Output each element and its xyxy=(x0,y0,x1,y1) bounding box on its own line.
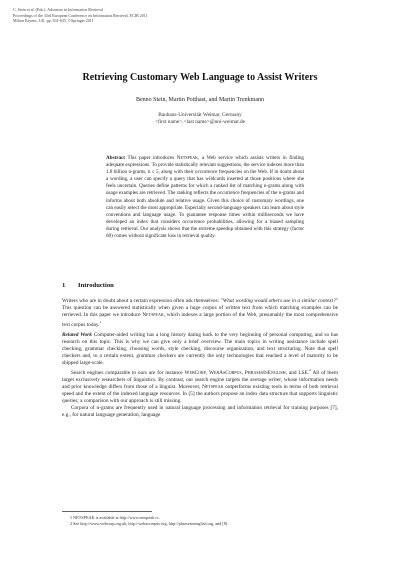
affiliation xyxy=(40,112,360,126)
paragraph-3 xyxy=(62,367,338,405)
header-line-1: C. Stein et al. (Eds.): Advances in Information Retrieval xyxy=(13,7,103,12)
affiliation-email: <first name>.<last name>@uni-weimar.de xyxy=(154,119,246,125)
footnote-2: 2 See http://www.webcorp.org.uk, http://webascorpus.org, http://phrasesinenglish.org, and [8]. xyxy=(70,521,229,526)
section-number: 1 xyxy=(62,282,66,289)
body-text xyxy=(62,298,338,419)
p1-text-b: This question can be answered statistically when given a huge corpus of written text from which matching examples can be retrieved. In this paper we introduce xyxy=(62,305,338,319)
abstract-label: Abstract xyxy=(106,155,125,161)
paragraph-1 xyxy=(62,298,338,329)
footnote-rule xyxy=(62,511,152,512)
publication-header xyxy=(13,7,313,24)
header-line-2: Proceedings of the 33rd European Conference on Information Retrieval, ECIR 2011 xyxy=(13,12,148,18)
p1-netspeak: Netspeak xyxy=(142,312,164,319)
p3-text-c: All of them target exclusively researchers of linguistics. By contrast, our search engine targets the average writer, whose information needs and prior knowledge differs from those of a linguist. Moreover, xyxy=(62,369,338,391)
p2-text: Computer-aided writing has a long history dating back to the very beginning of personal computing, and so has research on this topic. This is why we can give only a brief overview. The main topics in writing assistance include spell checking, grammar checking, choosing words, style checking, discourse organization, and text structuring. Note that spell checkers and, to a certain extent, grammar checkers are currently the only technologies that reached a level of maturity to be shipped large-scale. xyxy=(62,331,338,367)
p3-system-names: WebCorp, WebAsCorpus, PhrasesInEnglish xyxy=(184,369,286,376)
footnotes xyxy=(62,511,338,527)
abstract-netspeak: Netspeak xyxy=(176,155,199,161)
p1-text-c: , which indexes a large portion of the Web, presumably the most comprehensive text corpus today. xyxy=(62,312,338,328)
footnote-1: 1 NETSPEAK is available at http://www.netspeak.cc. xyxy=(70,515,160,520)
abstract xyxy=(106,155,304,240)
p3-netspeak: Netspeak xyxy=(202,384,224,391)
section-title: Introduction xyxy=(78,282,114,289)
affiliation-line-1: Bauhaus-Universität Weimar, Germany xyxy=(158,112,242,118)
p1-text-a: Writers who are in doubt about a certain expression often ask themselves: xyxy=(62,298,221,304)
p1-quote: "What wording would others use in a similar context?" xyxy=(220,298,338,304)
run-in-heading-related-work: Related Work xyxy=(62,331,92,338)
footnote-ref-1: 1 xyxy=(99,320,102,325)
abstract-text-a: This paper introduces xyxy=(127,155,177,161)
header-line-3: Milton Keynes, UK, pp. 631-635, ©Springer 2011 xyxy=(13,18,94,23)
author-list: Benno Stein, Martin Potthast, and Martin Trenkmann xyxy=(136,97,264,103)
p3-text-a: Search engines comparable to ours are for instance xyxy=(71,369,185,376)
paper-title: Retrieving Customary Web Language to Assist Writers xyxy=(82,72,318,83)
paragraph-4: Corpora of n-grams are frequently used in natural language processing and information retrieval for training purposes [7], e.g., for natural language generation, language xyxy=(62,405,338,419)
section-heading xyxy=(62,282,338,289)
paragraph-2 xyxy=(62,332,338,367)
p3-text-d: outperforms existing tools in terms of both retrieval speed and the extent of the indexed language resources. In [5] the authors propose an index data structure that supports linguistic queries; a comparison with our approach is still missing. xyxy=(62,384,338,405)
abstract-text-b: , a Web service which assists writers in finding adequate expressions. To provide statistically relevant suggestions, the service indexes more than 1.8 billion n-grams, n ≤ 5, along with their occurrence frequencies on the Web. If in doubt about a wording, a user can specify a query that has wildcards inserted at those positions where she feels uncertain. Queries define patterns for which a ranked list of matching n-grams along with usage examples are retrieved. The ranking reflects the occurrence frequencies of the n-grams and informs about both absolute and relative usage. Given this choice of customary wordings, one can easily select the most appropriate. Especially second-language speakers can learn about style conventions and language usage. To guarantee response times within milliseconds we have developed an index that considers occurrence probabilities, allowing for a biased sampling during retrieval. Our analysis shows that the extreme speedup obtained with this strategy (factor 68) comes without significant loss in retrieval quality. xyxy=(106,155,305,240)
footnote-ref-2: 2 xyxy=(309,368,311,373)
p3-text-b: , and LSE. xyxy=(285,369,310,376)
